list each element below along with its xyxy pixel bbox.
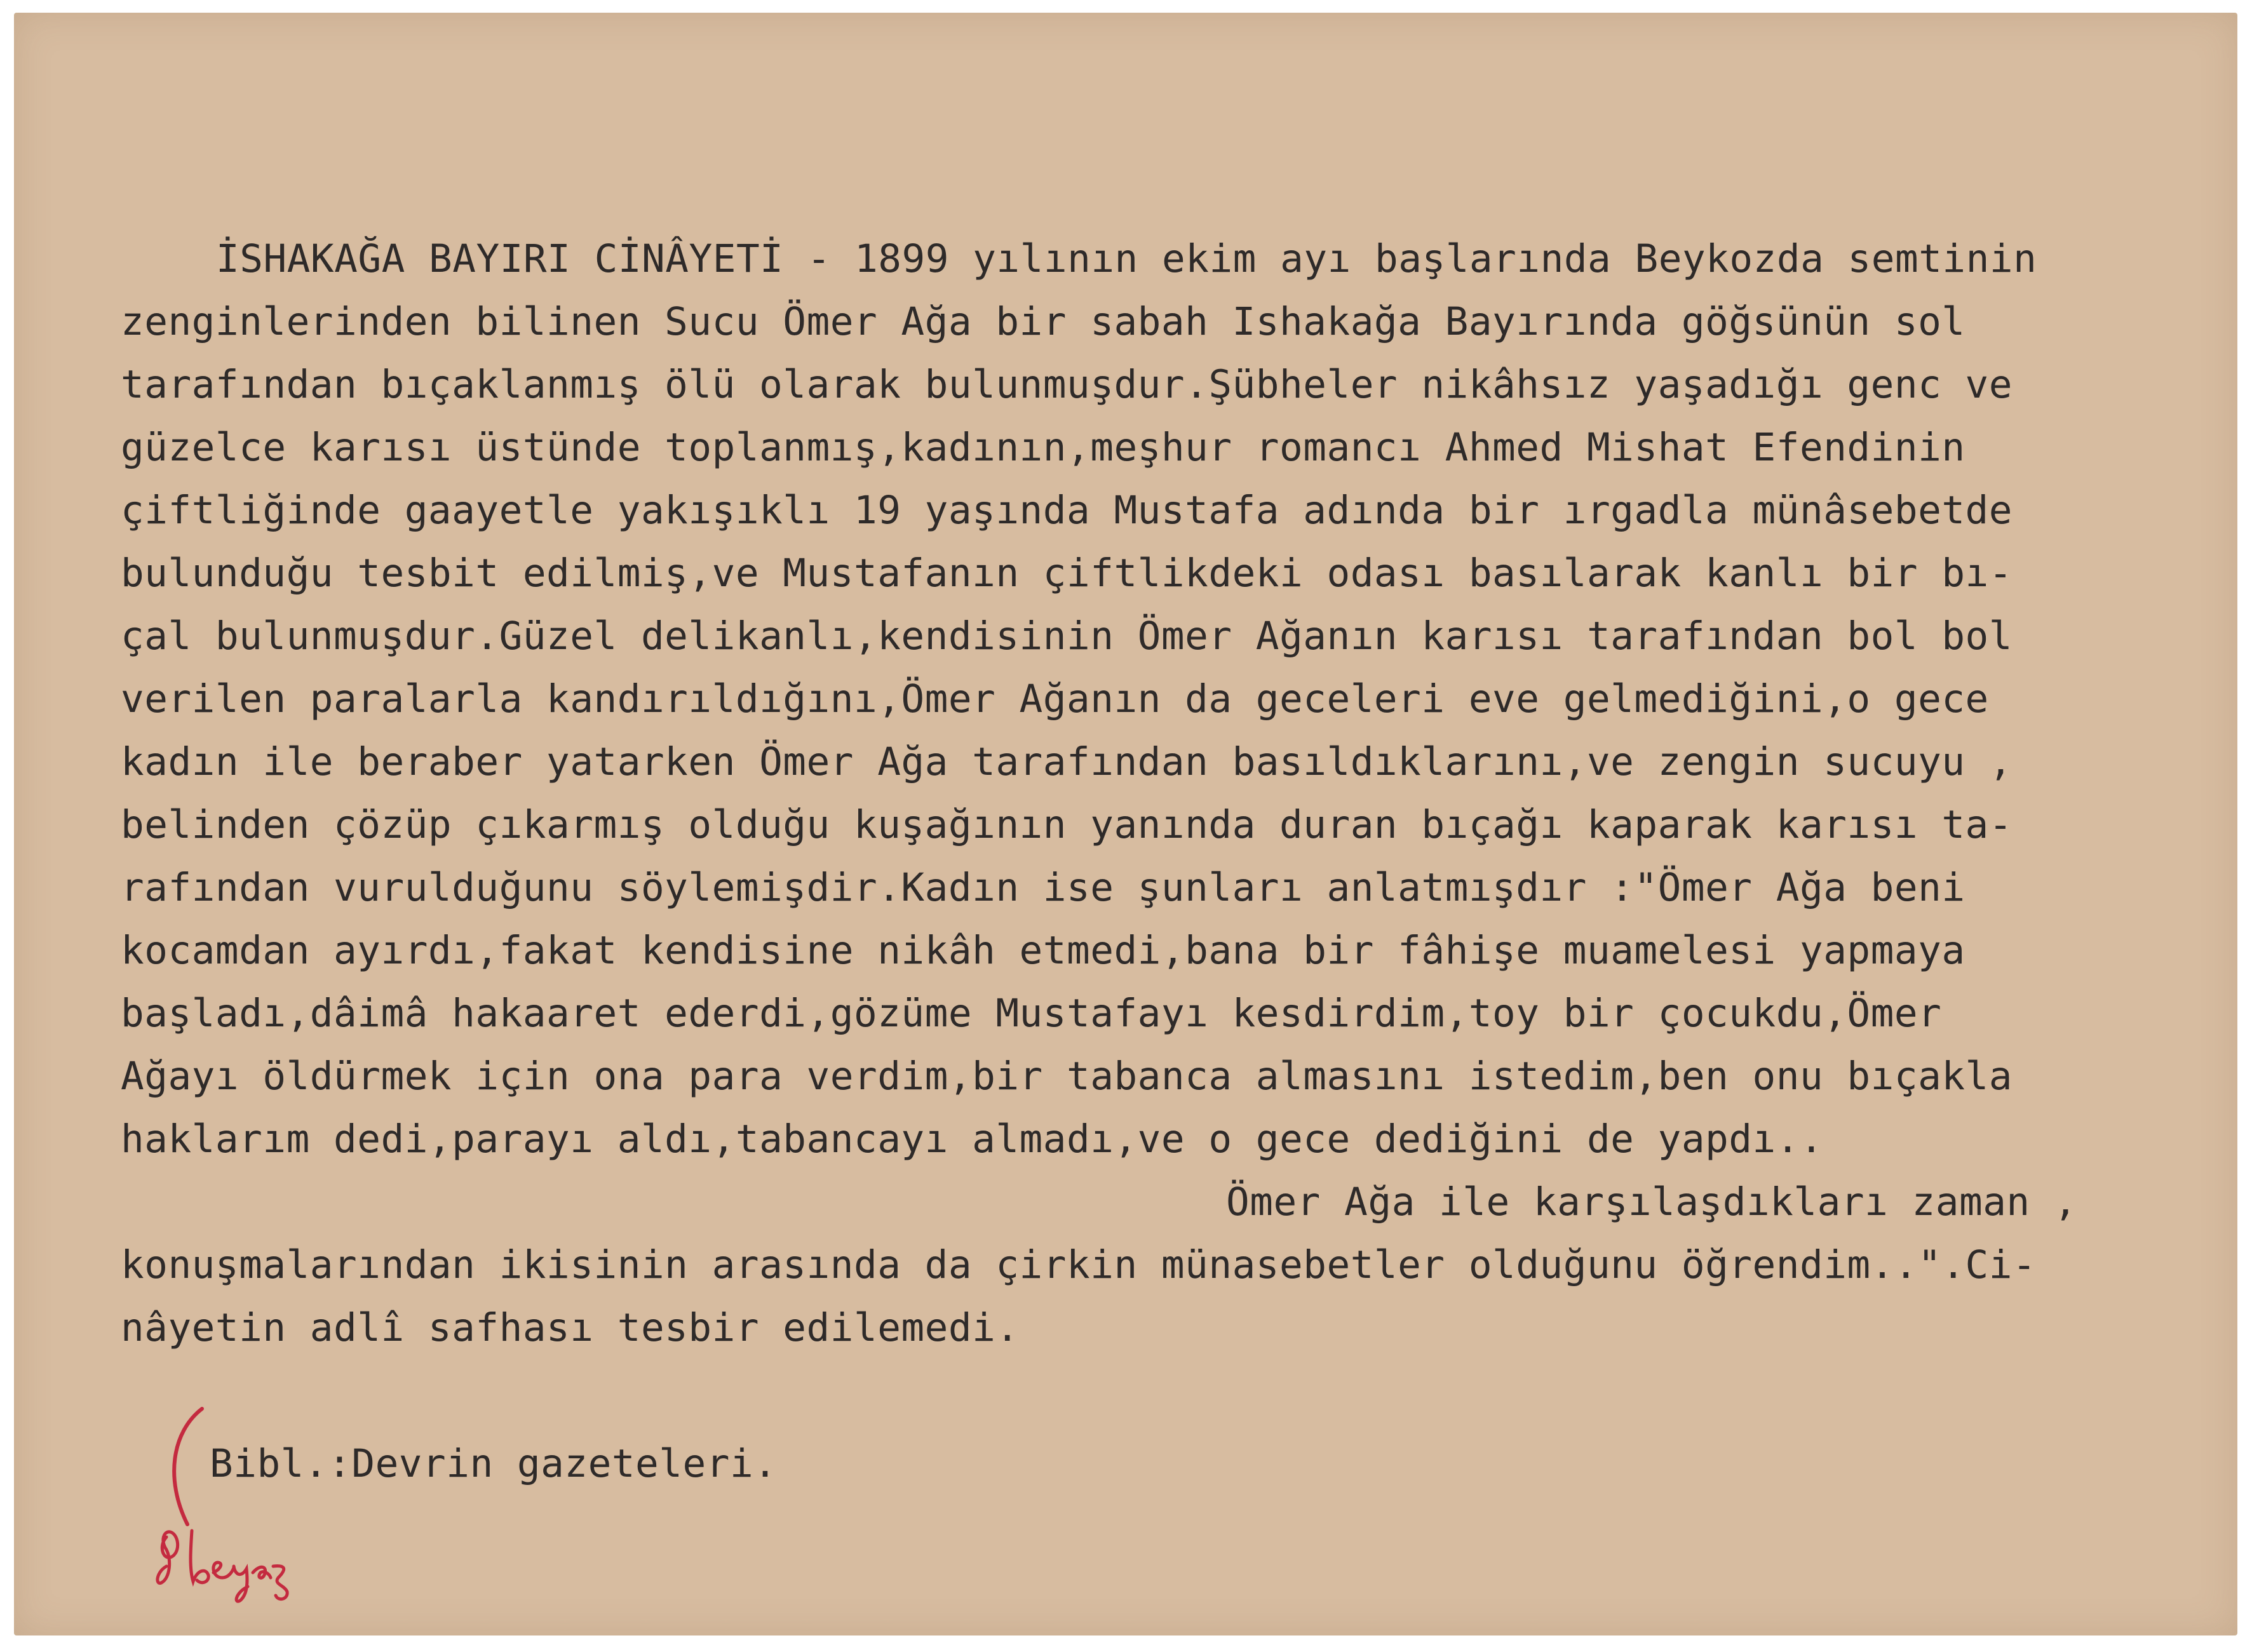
- text-line: İSHAKAĞA BAYIRI CİNÂYETİ - 1899 yılının ekim ayı başlarında Beykozda semtinin: [216, 236, 2037, 281]
- bibliography-line: Bibl.:Devrin gazeteleri.: [210, 1441, 778, 1486]
- text-line: rafından vurulduğunu söylemişdir.Kadın ise şunları anlatmışdır :"Ömer Ağa beni: [121, 865, 1965, 910]
- text-line: kadın ile beraber yatarken Ömer Ağa tarafından basıldıklarını,ve zengin sucuyu ,: [121, 739, 2013, 784]
- text-line: zenginlerinden bilinen Sucu Ömer Ağa bir sabah Ishakağa Bayırında göğsünün sol: [121, 299, 1965, 344]
- text-line: çal bulunmuşdur.Güzel delikanlı,kendisinin Ömer Ağanın karısı tarafından bol bol: [121, 614, 2013, 659]
- text-line: güzelce karısı üstünde toplanmış,kadının,meşhur romancı Ahmed Mishat Efendinin: [121, 425, 1965, 470]
- text-line: nâyetin adlî safhası tesbir edilemedi.: [121, 1305, 1020, 1350]
- text-line: çiftliğinde gaayetle yakışıklı 19 yaşında Mustafa adında bir ırgadla münâsebetde: [121, 488, 2013, 533]
- text-line: bulunduğu tesbit edilmiş,ve Mustafanın çiftlikdeki odası basılarak kanlı bir bı-: [121, 551, 2013, 596]
- handwritten-note: [152, 1512, 330, 1607]
- text-line: kocamdan ayırdı,fakat kendisine nikâh etmedi,bana bir fâhişe muamelesi yapmaya: [121, 928, 1965, 973]
- text-line: Ağayı öldürmek için ona para verdim,bir tabanca almasını istedim,ben onu bıçakla: [121, 1054, 2013, 1099]
- text-line: tarafından bıçaklanmış ölü olarak bulunmuşdur.Şübheler nikâhsız yaşadığı genc ve: [121, 362, 2013, 407]
- text-line: verilen paralarla kandırıldığını,Ömer Ağanın da geceleri eve gelmediğini,o gece: [121, 676, 1989, 722]
- typed-text-body: [121, 227, 2242, 1359]
- text-line: haklarım dedi,parayı aldı,tabancayı almadı,ve o gece dediğini de yapdı..: [121, 1117, 1824, 1162]
- text-line: Ömer Ağa ile karşılaşdıkları zaman ,: [1226, 1179, 2078, 1225]
- text-line: başladı,dâimâ hakaaret ederdi,gözüme Mustafayı kesdirdim,toy bir çocukdu,Ömer: [121, 991, 1942, 1036]
- text-line: belinden çözüp çıkarmış olduğu kuşağının yanında duran bıçağı kaparak karısı ta-: [121, 802, 2013, 847]
- text-line: konuşmalarından ikisinin arasında da çirkin münasebetler olduğunu öğrendim..".Ci-: [121, 1242, 2037, 1287]
